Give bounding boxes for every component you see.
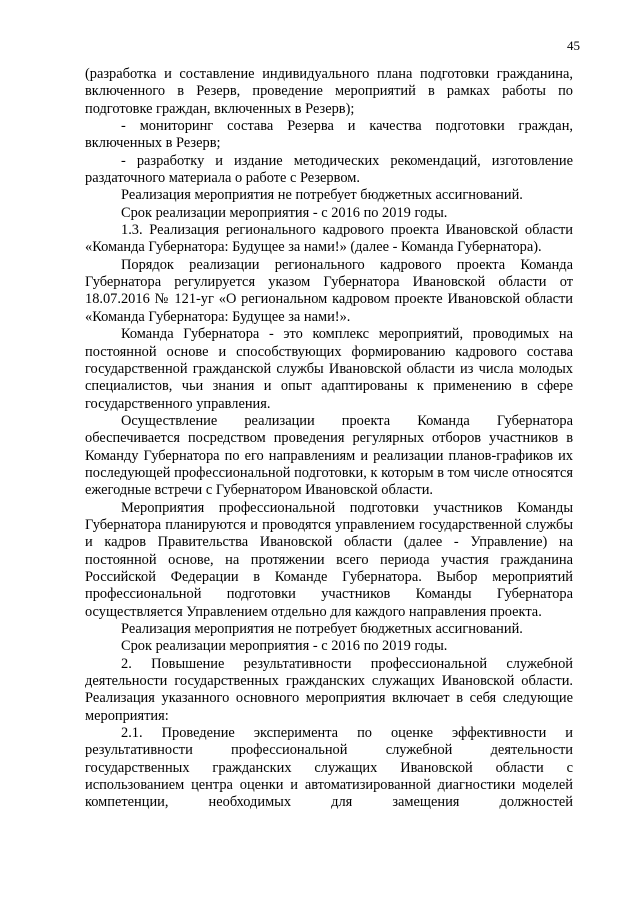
document-body bbox=[85, 66, 573, 812]
paragraph-item-1-3-heading: 1.3. Реализация регионального кадрового проекта Ивановской области «Команда Губернатора: Будущее за нами!» (далее - Команда Губернатора). bbox=[85, 222, 573, 256]
paragraph-term-2: Срок реализации мероприятия - с 2016 по 2019 годы. bbox=[121, 638, 448, 655]
paragraph-no-budget-1: Реализация мероприятия не потребует бюджетных ассигнований. bbox=[121, 187, 523, 204]
paragraph-term-1: Срок реализации мероприятия - с 2016 по 2019 годы. bbox=[121, 204, 448, 221]
paragraph-training-activities: Мероприятия профессиональной подготовки участников Команды Губернатора планируются и проводятся управлением государственной службы и кадров Правительства Ивановской области (далее - Управление) на постоянной основе, на протяжении всего периода участия гражданина Российской Федерации в Команде Губернатора. Выбор мероприятий профессиональной подготовки участников Команды Губернатора осуществляется Управлением отдельно для каждого направления проекта. bbox=[85, 499, 573, 620]
paragraph-methodical-recommendations: - разработку и издание методических рекомендаций, изготовление раздаточного материала о работе с Резервом. bbox=[85, 152, 573, 187]
paragraph-project-procedure: Порядок реализации регионального кадрового проекта Команда Губернатора регулируется указом Губернатора Ивановской области от 18.07.2016 № 121-уг «О региональном кадровом проекте Ивановской области «Команда Губернатора: Будущее за нами!». bbox=[85, 256, 573, 325]
paragraph-team-definition: Команда Губернатора - это комплекс мероприятий, проводимых на постоянной основе и способствующих формированию кадрового состава государственной гражданской службы Ивановской области из числа молодых специалистов, чьи знания и опыт адаптированы к применению в сфере государственного управления. bbox=[85, 326, 573, 412]
paragraph-item-2-1-experiment: 2.1. Проведение эксперимента по оценке эффективности и результативности профессиональной служебной деятельности государственных гражданских служащих Ивановской области с использованием центра оценки и автоматизированной диагностики моделей компетенции, необходимых для замещения должностей bbox=[85, 725, 573, 811]
paragraph-project-implementation: Осуществление реализации проекта Команда Губернатора обеспечивается посредством проведения регулярных отборов участников в Команду Губернатора по его направлениям и реализации планов-графиков их последующей профессиональной подготовки, к которым в том числе относятся ежегодные встречи с Губернатором Ивановской области. bbox=[85, 412, 573, 499]
page-number: 45 bbox=[567, 38, 580, 53]
paragraph-reserve-work: (разработка и составление индивидуального плана подготовки гражданина, включенного в Резерв, проведение мероприятий в рамках работы по подготовке граждан, включенных в Резерв); bbox=[85, 66, 573, 117]
paragraph-reserve-monitoring: - мониторинг состава Резерва и качества подготовки граждан, включенных в Резерв; bbox=[85, 118, 573, 152]
paragraph-no-budget-2: Реализация мероприятия не потребует бюджетных ассигнований. bbox=[121, 621, 523, 637]
paragraph-item-2-heading: 2. Повышение результативности профессиональной служебной деятельности государственных гражданских служащих Ивановской области. Реализация указанного основного мероприятия включает в себя следующие мероприятия: bbox=[85, 655, 573, 724]
